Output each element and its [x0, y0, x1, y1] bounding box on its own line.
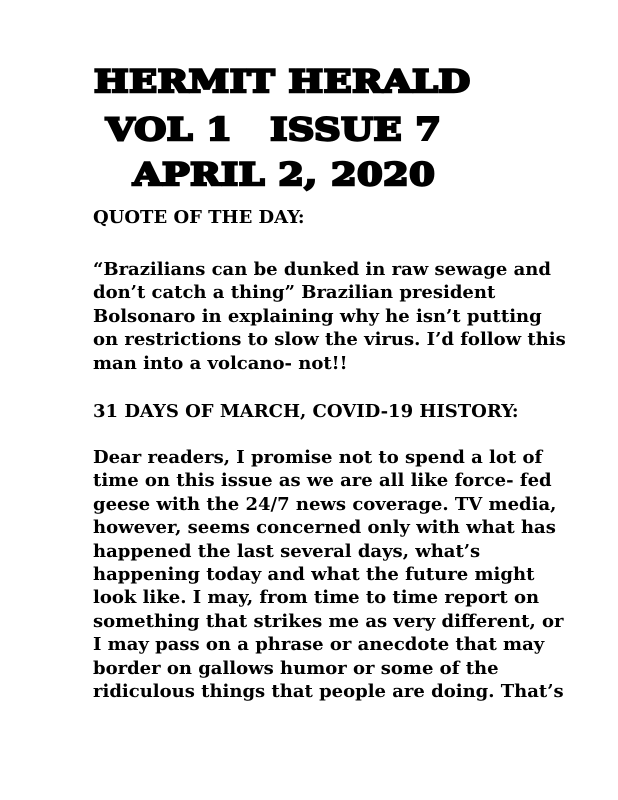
quote-line: man into a volcano- not!! — [93, 352, 348, 374]
article-line: look like. I may, from time to time report on — [93, 587, 540, 609]
masthead-issue: ISSUE 7 — [270, 112, 442, 148]
quote-line: Bolsonaro in explaining why he isn’t putting — [93, 305, 542, 327]
quote-line: on restrictions to slow the virus. I’d follow this — [93, 329, 566, 351]
masthead-title: HERMIT HERALD — [94, 64, 471, 100]
masthead-date: APRIL 2, 2020 — [133, 157, 436, 193]
history-paragraph — [93, 446, 564, 703]
article-line: ridiculous things that people are doing. That’s — [93, 681, 564, 703]
article-line: happened the last several days, what’s — [93, 540, 481, 562]
article-line: happening today and what the future might — [93, 564, 535, 586]
article-line: Dear readers, I promise not to spend a lot of — [93, 447, 543, 468]
quote-paragraph — [93, 258, 566, 375]
article-line: time on this issue as we are all like force- fed — [93, 470, 552, 492]
quote-heading: QUOTE OF THE DAY: — [93, 207, 305, 228]
quote-line: don’t catch a thing” Brazilian president — [93, 282, 496, 304]
article-line: geese with the 24/7 news coverage. TV media, — [93, 493, 557, 515]
masthead-volume: VOL 1 — [106, 112, 233, 148]
article-line: I may pass on a phrase or anecdote that may — [93, 634, 545, 656]
article-line: however, seems concerned only with what has — [93, 517, 556, 539]
masthead-volume-issue — [106, 112, 442, 148]
quote-line: “Brazilians can be dunked in raw sewage and — [93, 259, 551, 280]
article-line: border on gallows humor or some of the — [93, 657, 499, 679]
history-heading: 31 DAYS OF MARCH, COVID-19 HISTORY: — [93, 401, 519, 422]
article-line: something that strikes me as very different, or — [93, 610, 564, 632]
